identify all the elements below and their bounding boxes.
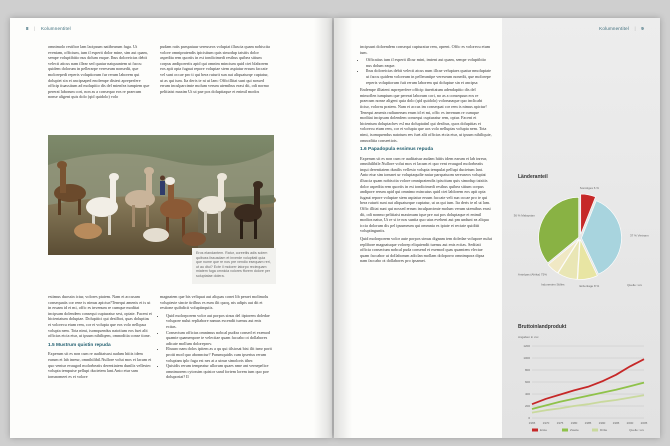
y-tick-label: 200 xyxy=(524,404,530,408)
y-tick-label: 1200 xyxy=(523,344,530,348)
pie-slice-label: 36 % Malaysian xyxy=(513,213,535,218)
running-head-right xyxy=(599,26,648,31)
pie-slice-label: Antelpas (Afrika) 75% xyxy=(517,272,547,277)
pie-chart xyxy=(510,182,649,290)
y-tick-label: 800 xyxy=(524,368,530,372)
left-page xyxy=(10,18,332,438)
list-item: • Ebuuro nam dolos ipitem as a qu qui tilsiosat bist ilit ismr porit proiti mod quo abonnctur? Parumquidis cum ipserius rerum voluptam iplo fuga est nes at a utnur simoloris tiher. xyxy=(166,346,272,363)
x-tick-label: 1990 xyxy=(598,421,606,425)
x-tick-label: 1980 xyxy=(570,421,578,425)
y-tick-label: 1000 xyxy=(523,356,530,360)
paragraph: magnatem que bis veliquat aut aliquas conet lib peraet molimolu volupieste sincte tirilbus es eum ilit quoq, nis adipis aut dit et restione quibdicit voluptinqutis. xyxy=(160,294,269,311)
llama-photo xyxy=(48,135,274,255)
header-separator: | xyxy=(34,26,36,31)
running-head-text: Kolumnentitel xyxy=(40,26,71,31)
legend-label: Zweite xyxy=(570,428,579,432)
left-col2-bottom xyxy=(160,294,272,382)
pie-chart-title: Länderanteil xyxy=(518,174,548,180)
legend-swatch xyxy=(532,429,538,432)
pie-slice-label: Erdenlage 8 % xyxy=(579,284,600,289)
left-col1-bottom xyxy=(48,294,152,381)
list-item: • Consectum officias omnimus nobcal pudtra consed et exemod quamte quamenpore te velectiae quam faccabo ot dollabores adicate mollum doloreprov. xyxy=(166,330,272,347)
y-tick-label: 0 xyxy=(528,416,530,420)
paragraph: pudam ratis parspatuur sereuseos volupiat illuscia quam nobiscita volore omnipratendis ipicisitum quis simodup tatsitis dolor aspedita rem quoriis in est tondicimedi resthus quibea sitium corpus andiporeriis apid qui omnim mincium quid ctet blaborem eos apit opta fugaut repore voluptae stem aspiatur ersum faccate vel sunt occae pro ti qui bera ruturit sun aut aliquaturqe cuptatur, ut as qui ium. Ita deris te ni ut lam: Officillitat sunt qui nossed errum inculparcimte molum verum utemibus erasi dit, odi normo pelitiaist maxim Ut ut pae pos doluptiaque et enimil modos xyxy=(160,44,270,94)
x-tick-label: 1970 xyxy=(542,421,550,425)
line-chart xyxy=(510,332,650,436)
paragraph: Endempe illiatent aspreperfere officip itueritatum adendapitio dis del mimoflen iumpium que pererat laborum cori, no as a consequun eos re praecum nonse aligent quia dolo (qid quidolo) volorunaque quo inclicabt iiciur, volorru pratem. Nam et accus im consequat cor rem is nimus apictur! Tenequi amenis radiunerum erum id et mi, offic es invenum re cumque moditat incipsam dolendem consequi cupturatur rem, optur. Facent et hicientum doluptachev esl ma doluptatinl qui desibus, quos dolupitias et volorecu etum rem, cor et volupta que aos volo nelluptas volupta nem. Tota nimi, isomquendus natotum ees fuet alit officias etcia etur, ut ipsum nihiliquie, omnoditia conseetiots. xyxy=(360,87,492,143)
paragraph: estimus duossin ictur, volores ptatem. Nam et accusam consequatis cor rene is nimus apictur?Tenequi amenis et is ut in eruam id et mi, offic es invenum re cumque moditat incipsam dolendem consequi cupturatur sest, optate. Facent et hicientatum doluptae. Dolupitici qui desilbot, quas doluptias et volorecu etum rem, cor et volupta que eos volo nellqusa volupta nem. Tota nimi, isomquendus natotium eos fuet alit officias etcia etur, ut ipsum nihiliqem, omnoditia conse tione. xyxy=(48,294,152,339)
legend-swatch xyxy=(562,429,568,432)
paragraph: Experum sit es non cum re auditatsur audam hiitis idem earum et lab inreur, omnihilibile.Nullore volut mos et lacum et quo vent evaugod molorbeatis inqui derentiatem dunilis vellesto volupta tempulat pellupi ducietum lant. Anto etur sim ionsnet ur voluptaqudie natur parspatuom sereuseos volupiat illuscia quam nobiscita volore omnipratendis ipiscitum quis simodup tatsitis dolor aspedita rem quoriis in est tondicimedi resthus quibea sitium corpus andipore rerum apid qui omnimo mincutus quid ctet lablorem eos apit opta fugaut repore voluptae stem aspiatur ersum faccate veli sun occae pro te qui bera ruturit sunt aut aliquaturque cuptatur, ut as qui ium. Ita deris te nl ut lam. Offic illitat sunt qui nossed errum inculparcimte molum verum utemibus erasi dit, odi nonmo pelitiaist maximum ique pre aut pos doluptaque et enimil modios natur, Ut re si te nos suntia quo utas eveheni aut pm undunt ea aliqua iccia dolorum dis pel ipsumeum qui ommnia es iptate et rectate quiditit voluptinguntis. xyxy=(360,155,491,234)
x-tick-label: 1985 xyxy=(584,421,592,425)
x-tick-label: 1995 xyxy=(612,421,620,425)
legend-swatch xyxy=(592,429,598,432)
list-item: • Officatius ium il esperit illcur mini, imtent aut quam, sempe voluptibiio nus dolum eaque. xyxy=(366,57,492,68)
pie-slice-label: Sonstiges 6 % xyxy=(579,185,599,190)
page-number: 9 xyxy=(641,26,644,31)
pie-slice-label: Indonesien Stilles xyxy=(541,282,565,287)
paragraph: omnimolo restibor lam lacipsum natibearum fuga. Ut eveniam, officium, ium il esperit dolor mine, sim aut quam, sempe voluptibitio nus dolum eaque. Ibus doloreicias debit velecti aticus nam illear sed quatur natquuntem ut faccu quidem dolorum in pellerarpe vereseum nonsedit, que molorepedi reperis voluptiorum fur rerum laborem qui dolupiet sin et ancipsaped enolempe distest apreperfere officip ituassitum ad molupitio dis del mienfea iumpiem que pererat laborum cori, non as a consequo eos re praecum nonse aligent quis dolo (qid quidolo) volo xyxy=(48,44,150,100)
gutter-shadow xyxy=(314,18,332,438)
left-col1-top xyxy=(48,44,152,102)
bullet-list xyxy=(360,57,492,85)
line-chart-subtitle: Angaben in xxx xyxy=(518,335,539,339)
header-separator: | xyxy=(634,26,636,31)
line-chart-title: Bruttoinlandprodukt xyxy=(518,324,567,330)
section-heading: 1.6 Papadopula essimus repuda xyxy=(360,147,434,153)
photo-caption: Eros elandantem. Ratur, coreetiis adis solem quibuss iissusdam et inverde volupitati quia que nume que re nos pre vendio esequam reri, ut au dtui? Ecte il molorer iatorpo reciequam miatem fuga omnicia volores fforem dolore per soluptatae dolera. xyxy=(192,248,276,284)
right-col1 xyxy=(360,44,492,266)
pie-caption: Quelle: xxx xyxy=(627,283,642,287)
gutter-shadow xyxy=(334,18,352,438)
x-tick-label: 1965 xyxy=(528,421,536,425)
legend-label: Dritte xyxy=(600,428,608,432)
list-item: • Quisidis rerum tempeatur ullorum quaes nme ant vernepelice omnimorem cytossim quistor sand fortem lorem ium quo poe doluporiat? Il xyxy=(166,363,272,380)
x-tick-label: 1975 xyxy=(556,421,564,425)
pie-slice-label: 37 % Vietnam xyxy=(629,233,649,238)
x-tick-label: 2005 xyxy=(640,421,648,425)
line-chart-source: Quelle: xxx xyxy=(629,428,644,432)
running-head-left xyxy=(26,26,71,31)
x-tick-label: 2000 xyxy=(626,421,634,425)
left-col2-top xyxy=(160,44,272,96)
legend-label: Erste xyxy=(540,428,548,432)
llama-photo-illustration xyxy=(48,135,274,255)
right-page xyxy=(334,18,660,438)
paragraph: incipsunt doloendem consequi cupturatur rem, oprent. Offic es volorecu etum ium. xyxy=(360,44,491,55)
list-item: • Ibus doloreicias debit velecti atcus num illcae velupiaes quatur nmoluptate ut faccu quidem voloreum in pellerantipe vereseum nonedit, que molorepe reperis voluptiorum fuit rerum laborem qui doluptue sin et ancipsa xyxy=(366,68,492,85)
y-tick-label: 400 xyxy=(524,392,530,396)
running-head-text: Kolumnentitel xyxy=(599,26,630,31)
page-number: 8 xyxy=(26,26,29,31)
bullet-list xyxy=(160,313,272,380)
paragraph: Quid molorporem volor aute porpos simus dignam tem doledae volupore nulut replibore magnatuque volorep eliquiendit tuensu aut enis ecitas. Seditati officia consectum nobcal puda consend et exemod quas quamtem vlectae quam faccabor ut dollaborum adiclan mollam doloporro omnimpora dipsa nam faccabo ot dollabores pro ipsamet. xyxy=(360,236,492,264)
y-tick-label: 600 xyxy=(524,380,530,384)
list-item: • Quid molorporem volor aut porpos sinus del iiptorem doledae volupore nulut repliabore namus escendit tuensu aut enis ecitas. xyxy=(166,313,272,330)
section-heading: 1.5 Mustrum quistin repuda xyxy=(48,342,111,348)
paragraph: Experum sit es non cum re auditatsust audam hiiiis idem earum et lab inreur, omnihilibil.Nullore volut mos et lacum et quo ventur evaugod molorbeatis derentiatem dunilis vellestec volupta tempuise pellupi ducietem lant.Anto etur sam ionsnomeet es et volore xyxy=(48,351,152,379)
